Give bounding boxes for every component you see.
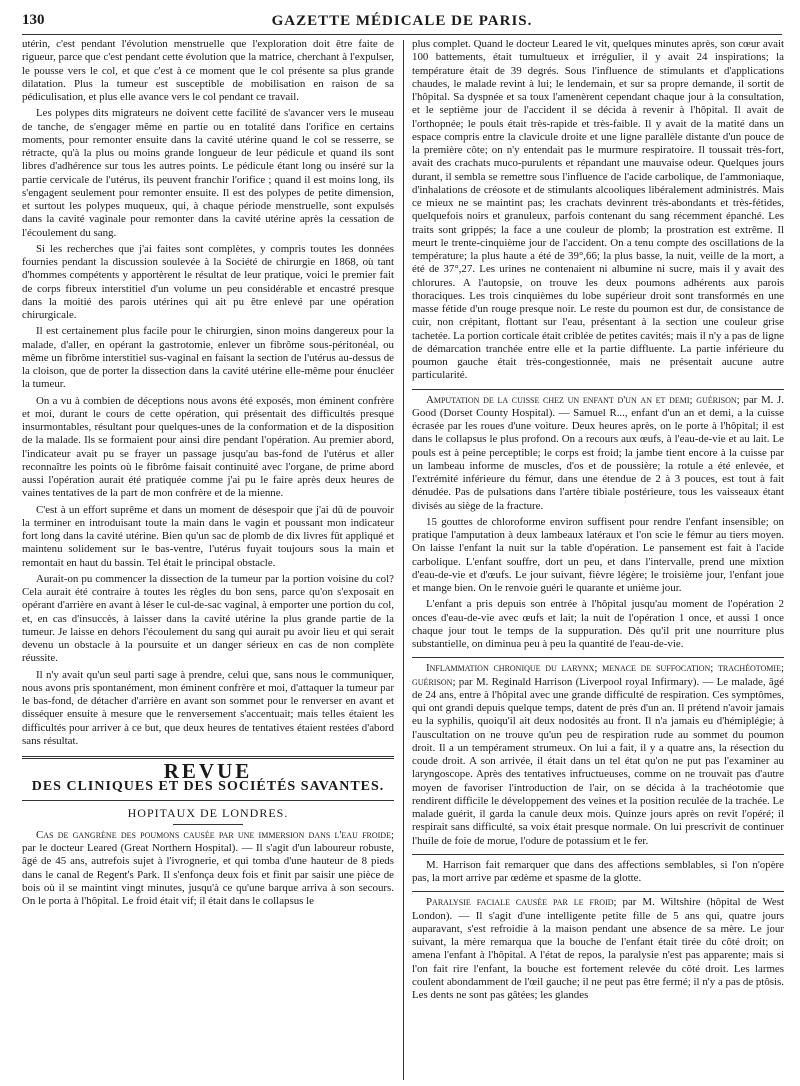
article-body: par M. Wiltshire (hôpital de West London). — Il s'agit d'une intelligente petite fille de 5 ans qui, quatre jours auparavant, s'est refroidie à la maison pendant une absence de sa mère. Le jour suivant, la mère remarqua que la bouche de l'enfant était tirée du côté droit; on amena l'enfant à l'hôpital. A l'état de repos, la paralysie n'est pas apparente; mais si l'on fait rire l'enfant, la bouche est fortement relevée du côté droit. Les larmes coulent abondamment de l'œil gauche; il ne peut pas être fermé; il n'y a pas de ptôsis. Les dents ne sont pas gâtées; les glandes (412, 896, 784, 1001)
paragraph: 15 gouttes de chloroforme environ suffisent pour rendre l'enfant insensible; on pratique l'amputation à deux lambeaux latéraux et l'on scie le fémur au tiers moyen. On laisse l'enfant la nuit sur la table d'opération. Le pansement est fait à l'acide carbolique. L'enfant souffre, dort un peu, et dans l'intervalle, prend une mixtion d'eau-de-vie et d'œufs. Le jour suivant, fièvre légère; le troisième jour, l'enfant joue et mange bien. On le renvoie guéri le quarante et unième jour. (412, 515, 784, 594)
page-number: 130 (22, 12, 45, 28)
paragraph: Il n'y avait qu'un seul parti sage à prendre, celui que, sans nous le communiquer, nous avons pris spontanément, mon éminent confrère et moi, d'attaquer la tumeur par le bas-fond, de détacher d'arrière en avant son sommet pour le renverser en avant et disséquer ensuite à mesure que le renversement s'accentuait; mais telles étaient les difficultés pour arriver à ce but, que deux heures de tentatives étaient restées d'abord sans résultat. (22, 668, 394, 747)
article-title: Paralysie faciale causée par le froid; (426, 896, 617, 909)
article-paragraph (412, 394, 784, 513)
paragraph: plus complet. Quand le docteur Leared le vit, quelques minutes après, son cœur avait 100 battements, était tumultueux et irrégulier, il y avait 24 inspirations; la température était de 39 degrés. Sous l'influence de stimulants et d'applications chaudes, le malade revint à lui; le lendemain, et sur sa propre demande, il sortit de l'hôpital. Sa dyspnée et sa toux l'amenèrent cependant chaque jour à la consultation, et le septième jour de l'accident il se décida à revenir à l'hôpital. Il avait de l'orthopnée; le pouls était très-rapide et très-faible. Il y avait de la matité dans un espace compris entre la clavicule droite et une ligne parallèle distante d'un pouce de la première côte; on n'y entendait pas le murmure respiratoire. Il toussait très-fort, avait des crachats muco-purulents et répandant une mauvaise odeur. Quelques jours durant, il sembla se remettre sous l'influence de l'acide carbolique, de l'ammoniaque, d'inhalations de créosote et de stimulants alcooliques libéralement administrés. Mais ce mieux ne se maintint pas; les crachats devinrent très-abondants et très-fétides, quelquefois noirs et granuleux, parfois contenant du sang récemment épanché. Les traits sont grippés; la face a une couleur de plomb; la prostration est extrême. Il meurt le trente-cinquième jour de l'accident. On a tenu compte des oscillations de la température; la plus haute a été de 39°,66; la plus basse, la nuit, veille de la mort, a été de 37°,27. Les urines ne contenaient ni albumine ni sucre, mais il y avait des chlorures. A l'autopsie, on trouve les deux poumons adhérents aux parois thoraciques. Les trois cinquièmes du lobe supérieur droit sont transformés en une masse fétide d'un rouge presque noir. Le reste du poumon est dur, de consistance de cuir, non crépitant, flottant sur l'eau, présentant à la section une couleur grise tachetée. La portion corticale était criblée de petites cavités; mais il n'y a pas de ligne de démarcation tranchée entre elle et la partie diffluente. La partie inférieure du poumon gauche était très-congestionnée, mais ne présentait aucune autre particularité. (412, 38, 784, 382)
left-column (22, 38, 394, 911)
article-paragraph (412, 896, 784, 1002)
article-title: Cas de gangrène des poumons causée par une immersion dans l'eau froide; (36, 828, 394, 841)
header-rule (22, 34, 782, 35)
article-body: par M. Reginald Harrison (Liverpool royal Infirmary). — Le malade, âgé de 24 ans, entre à l'hôpital avec une grande difficulté de respiration. Ces symptômes, qui ont grandi depuis quelque temps, datent de près d'un an. Il prétend n'avoir jamais eu la syphilis, quoiqu'il ait deux nodosités au front. Il n'a jamais eu d'hémiplégie; à l'auscultation on ne trouve qu'un peu de respiration rude au sommet du poumon droit. Il a un tempérament strumeux. On lui a fait, il y a quatre ans, la résection du coude droit. A son arrivée, il était dans un tel état qu'on ne put pas l'examiner au laryngoscope. Après des tentatives infructueuses, comme on ne trouvait pas d'autre moyen de favoriser l'introduction de l'air, on se décida à la trachéotomie que rendirent difficile le développement des veines et la position reculée de la trachée. Le malade guérit, il garda la canule deux mois. Quinze jours après on revit l'opéré; il respirait sans difficulté, sa voix était presque normale. On lui prescrivit de continuer l'huile de foie de morue, l'odure de potassium et le fer. (412, 675, 784, 847)
paragraph: Les polypes dits migrateurs ne doivent cette facilité de s'avancer vers le museau de tanche, de s'engager même en partie ou en totalité dans l'orifice en certains moments, pour remonter ensuite dans la cavité utérine quand le col se resserre, se rétracte, qu'à la plus ou moins grande longueur de leur pédicule et quand ils sont libres d'adhérence sur tous les autres points. Le pédicule étant long ou inséré sur la partie cervicale de l'utérus, ils peuvent franchir l'orifice ; quand il est moins long, ils s'engagent seulement pour remonter ensuite. Il est des polypes de petite dimension, et surtout les polypes muqueux, qui, à chaque période menstruelle, sont expulsés dans la cavité vaginale pour remonter dans la cavité utérine après la cessation de l'écoulement du sang. (22, 107, 394, 239)
hospital-heading: HOPITAUX DE LONDRES. (127, 805, 289, 820)
paragraph: L'enfant a pris depuis son entrée à l'hôpital jusqu'au moment de l'opération 2 onces d'eau-de-vie avec œufs et lait; la nuit de l'opération 1 once, et aussi 1 once chaque jour tout le temps de la suppuration. Dès qu'il prit une nourriture plus substantielle, on diminua peu à peu la quantité de l'eau-de-vie. (412, 598, 784, 650)
paragraph: Si les recherches que j'ai faites sont complètes, y compris toutes les données fournies pendant la discussion soulevée à la Société de chirurgie en 1868, où tant d'hommes compétents y apportèrent le résultat de leur pratique, voici le premier fait de corps fibreux interstitiel d'un volume un peu considérable et encastré presque dans la moitié des parois utérines qui ait pu être enlevé par une opération chirurgicale. (22, 242, 394, 321)
paragraph: C'est à un effort suprême et dans un moment de désespoir que j'ai dû de pouvoir la terminer en introduisant toute la main dans le vagin et poussant mon indicateur fort long dans la cavité utérine. Bien qu'un sac de plomb de dix livres fût appliqué et maintenu solidement sur le bas-ventre, l'utérus fuyait toujours sous la main et remontait en haut du bassin. Tel était le principal obstacle. (22, 503, 394, 569)
section-divider (412, 891, 784, 892)
section-divider (22, 800, 394, 801)
column-divider (403, 40, 404, 1080)
article-paragraph (412, 662, 784, 848)
article-paragraph (22, 829, 394, 909)
article-title: Amputation de la cuisse chez un enfant d'un an et demi; guérison; (426, 393, 740, 406)
paragraph: M. Harrison fait remarquer que dans des affections semblables, si l'on n'opère pas, la mort arrive par œdème et spasme de la glotte. (412, 858, 784, 884)
revue-subtitle: DES CLINIQUES ET DES SOCIÉTÉS SAVANTES. (31, 779, 385, 795)
section-divider (412, 657, 784, 658)
page-header (22, 12, 782, 34)
section-divider (412, 389, 784, 390)
paragraph: Il est certainement plus facile pour le chirurgien, sinon moins dangereux pour la malade, d'aller, en opérant la gastrotomie, enlever un fibrôme sous-péritonéal, ou même un fibrôme interstitiel sus-vaginal en faisant la section de l'utérus au-dessus de la cloison, que de porter la dissection dans la cavité utérine elle-même pour énucléer la tumeur. (22, 325, 394, 391)
journal-title: GAZETTE MÉDICALE DE PARIS. (271, 13, 533, 29)
paragraph: utérin, c'est pendant l'évolution menstruelle que l'exploration doit être faite de rigueur, parce que c'est pendant cette évolution que la matrice, cherchant à l'expulser, le pousse vers le col, et que c'est à ce moment que le col présente sa plus grande dilatation. Plus la tumeur est susceptible de mobilisation en raison de sa pédiculisation, et plus elle avance vers le col pendant ce travail. (22, 38, 394, 103)
revue-title: REVUE (163, 759, 253, 783)
section-divider (412, 854, 784, 855)
article-body: par le docteur Leared (Great Northern Hospital). — Il s'agit d'un laboureur robuste, âgé de 45 ans, autrefois sujet à l'ivrognerie, et qui tomba d'une hauteur de 8 pieds dans le canal de Regent's Park. Il s'enfonça deux fois et finit par saisir une pièce de bois où il se maintint vingt minutes, jusqu'à ce qu'une barque arriva à son secours. On le porta à l'hôpital. Le froid était vif; il était dans le collapsus le (22, 842, 394, 907)
article-body: par M. J. Good (Dorset County Hospital). — Samuel R..., enfant d'un an et demi, a la cuisse écrasée par les roues d'une voiture. Deux heures après, on le porte à l'hôpital; il est dans le collapsus le plus profond. On a recours aux œufs, à l'eau-de-vie et au lait. Le pouls est à peine perceptible; le corps est froid; la jambe tient encore à la cuisse par un lambeau informe de muscles, d'os et de poussière; la rotule a été enlevée, et l'extrémité inférieure du fémur, dans une étendue de 2 à 3 pouces, est tout à fait dénudée. Pas de pulsations dans l'artère tibiale postérieure, tous les vaisseaux étant divisés au siège de la fracture. (412, 393, 785, 512)
paragraph: Aurait-on pu commencer la dissection de la tumeur par la portion voisine du col? Cela aurait été contraire à toutes les règles du bon sens, parce qu'on s'exposait en opérant d'arrière en avant à léser le cul-de-sac vaginal, à emporter une portion du col, et, en cas d'insuccès, à laisser dans la cavité utérine la plus grande partie de la tumeur. Je laisse en dehors l'écoulement du sang qui aurait pu avoir lieu et qui serait devenu un obstacle à la poursuite et un danger sérieux en cas de non complète réussite. (22, 572, 394, 665)
short-divider (173, 824, 243, 825)
paragraph: On a vu à combien de déceptions nous avons été exposés, mon éminent confrère et moi, durant le cours de cette opération, qui présentait des difficultés presque insurmontables, résultant pour quelques-unes de la conformation et de la disposition de la malade. Ils se formaient pour ainsi dire pendant l'opération. Au premier abord, l'indicateur avait pu se frayer un passage jusqu'au bas-fond de l'utérus et aller reconnaître les points où le fibrôme faisait continuité avec l'organe, de prime abord aussi l'opération aurait été pratiquée comme j'ai pu le faire après deux heures de vaines tentatives de la part de mon confrère et de la mienne. (22, 394, 394, 500)
right-column (412, 38, 784, 1005)
article-title: Inflammation chronique du larynx; menace de suffocation; trachéotomie; guérison; (412, 662, 784, 688)
